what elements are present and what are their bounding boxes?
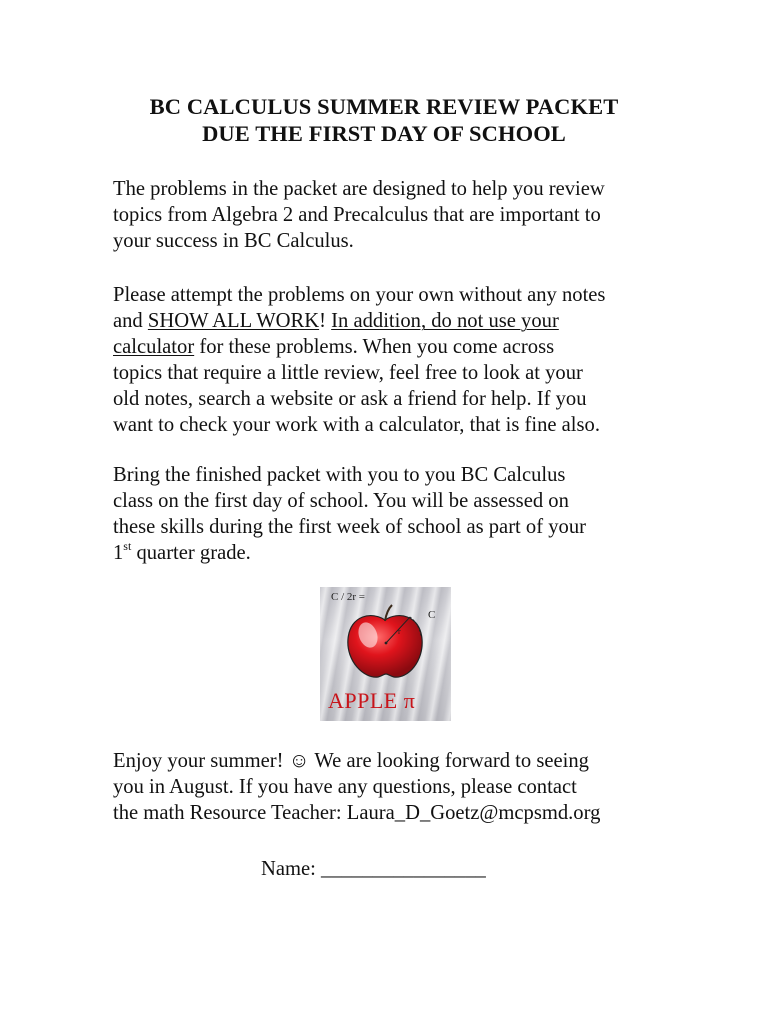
quarter-text: quarter grade. [131, 542, 251, 564]
instructions-line [113, 334, 673, 360]
instructions-text: ! [319, 310, 332, 332]
instructions-line: Please attempt the problems on your own without any notes [113, 284, 606, 306]
name-field [261, 856, 486, 882]
page-title-line-1: BC CALCULUS SUMMER REVIEW PACKET [149, 94, 619, 119]
bring-line: Bring the finished packet with you to you BC Calculus [113, 464, 566, 486]
closing-line: Enjoy your summer! ☺ We are looking forward to seeing [113, 750, 589, 772]
instructions-paragraph [113, 282, 673, 438]
show-all-work-emphasis: SHOW ALL WORK [147, 310, 320, 332]
page-title-line-2: DUE THE FIRST DAY OF SCHOOL [202, 121, 566, 146]
bring-line: these skills during the first week of school as part of your [113, 516, 586, 538]
bring-line: class on the first day of school. You will be assessed on [113, 490, 569, 512]
instructions-text: for these problems. When you come across [194, 336, 555, 358]
instructions-line: want to check your work with a calculator, that is fine also. [113, 414, 600, 436]
instructions-line: topics that require a little review, feel free to look at your [113, 362, 583, 384]
name-label: Name: [261, 858, 322, 880]
instructions-line: old notes, search a website or ask a friend for help. If you [113, 388, 587, 410]
intro-line: topics from Algebra 2 and Precalculus that are important to [113, 204, 601, 226]
intro-line: The problems in the packet are designed to help you review [113, 178, 605, 200]
logo-text: APPLE π [328, 688, 416, 713]
bring-paragraph [113, 462, 673, 566]
name-blank[interactable]: ________________ [321, 858, 486, 880]
instructions-line [113, 308, 673, 334]
closing-paragraph [113, 748, 673, 826]
logo-c-label: C [428, 609, 436, 621]
calculator-emphasis: calculator [113, 336, 195, 358]
closing-line: the math Resource Teacher: Laura_D_Goetz@mcpsmd.org [113, 802, 601, 824]
instructions-text: and [113, 310, 148, 332]
logo-r-label: r [398, 627, 401, 636]
bring-line [113, 540, 673, 566]
apple-pi-logo [320, 587, 451, 721]
intro-paragraph [113, 176, 673, 254]
no-calculator-emphasis: In addition, do not use your [331, 310, 559, 332]
closing-line: you in August. If you have any questions, please contact [113, 776, 577, 798]
intro-line: your success in BC Calculus. [113, 230, 354, 252]
quarter-number: 1 [113, 542, 124, 564]
ordinal-suffix: st [123, 539, 132, 553]
logo-formula: C / 2r = [331, 591, 366, 603]
